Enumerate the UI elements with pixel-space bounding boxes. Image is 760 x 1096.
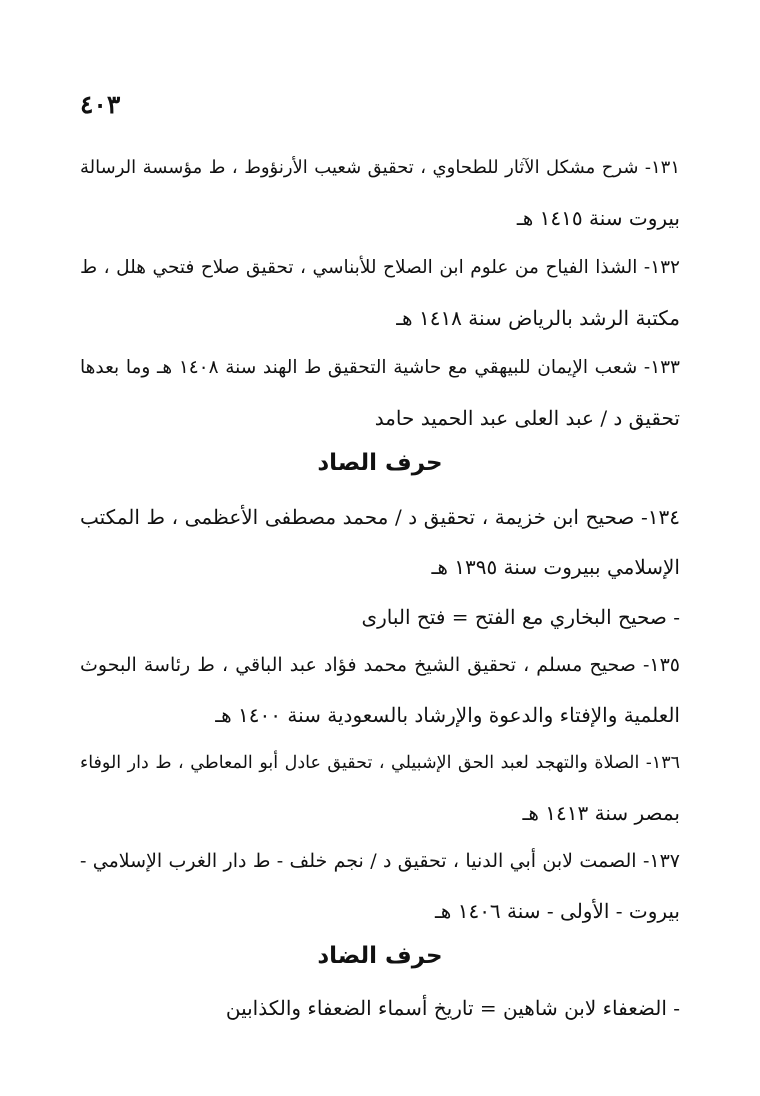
entry-135-line-1: ١٣٥- صحيح مسلم ، تحقيق الشيخ محمد فؤاد عبد الباقي ، ط رئاسة البحوث: [80, 654, 680, 676]
entry-133-line-1: ١٣٣- شعب الإيمان للبيهقي مع حاشية التحقيق ط الهند سنة ١٤٠٨ هـ وما بعدها: [80, 357, 680, 378]
entry-133-line-2: تحقيق د / عبد العلى عبد الحميد حامد: [374, 406, 680, 430]
entry-131-line-2: بيروت سنة ١٤١٥ هـ: [516, 206, 680, 230]
entry-132-line-1: ١٣٢- الشذا الفياح من علوم ابن الصلاح للأبناسي ، تحقيق صلاح فتحي هلل ، ط: [80, 257, 680, 278]
entry-131-line-1: ١٣١- شرح مشكل الآثار للطحاوي ، تحقيق شعيب الأرنؤوط ، ط مؤسسة الرسالة: [80, 157, 680, 178]
entry-137-line-1: ١٣٧- الصمت لابن أبي الدنيا ، تحقيق د / نجم خلف - ط دار الغرب الإسلامي -: [80, 850, 680, 872]
entry-132-line-2: مكتبة الرشد بالرياض سنة ١٤١٨ هـ: [396, 306, 680, 330]
entry-134-line-1: ١٣٤- صحيح ابن خزيمة ، تحقيق د / محمد مصطفى الأعظمى ، ط المكتب: [80, 505, 680, 529]
page-number: ٤٠٣: [80, 90, 121, 119]
entry-136-line-1: ١٣٦- الصلاة والتهجد لعبد الحق الإشبيلي ، تحقيق عادل أبو المعاطي ، ط دار الوفاء: [80, 753, 680, 773]
entry-134-line-2: الإسلامي ببيروت سنة ١٣٩٥ هـ: [431, 555, 680, 579]
entry-137-line-2: بيروت - الأولى - سنة ١٤٠٦ هـ: [434, 899, 680, 923]
entry-136-line-2: بمصر سنة ١٤١٣ هـ: [522, 801, 680, 825]
entry-135-line-2: العلمية والإفتاء والدعوة والإرشاد بالسعودية سنة ١٤٠٠ هـ: [215, 703, 680, 727]
cross-reference-bukhari: - صحيح البخاري مع الفتح = فتح البارى: [361, 605, 680, 629]
section-heading-sad: حرف الصاد: [317, 450, 443, 476]
cross-reference-duafa: - الضعفاء لابن شاهين = تاريخ أسماء الضعفاء والكذابين: [225, 996, 680, 1020]
section-heading-dad: حرف الضاد: [317, 943, 443, 969]
